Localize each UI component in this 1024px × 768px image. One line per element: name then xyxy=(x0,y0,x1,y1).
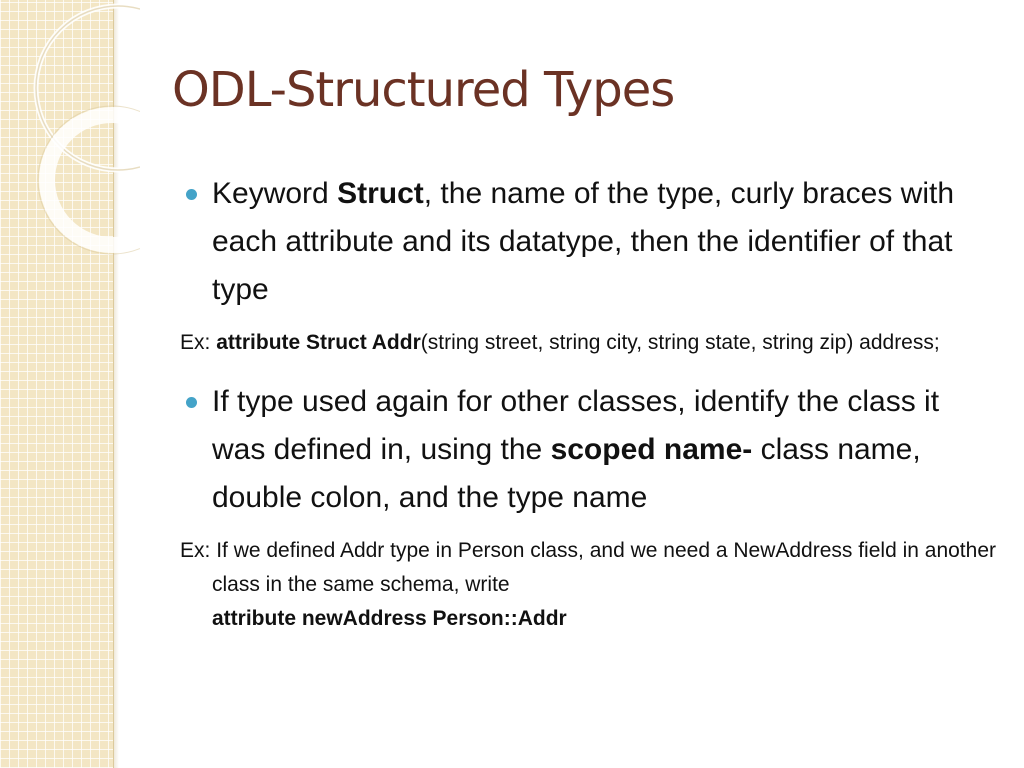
bullet-dot-icon xyxy=(186,397,197,408)
bullet-dot-icon xyxy=(186,189,197,200)
example-struct xyxy=(180,326,1000,360)
bullet-item-scoped-name xyxy=(180,378,1000,522)
bullet-text: , the name of the type, curly braces with each attribute and its datatype, then the identifier of that type xyxy=(212,177,955,306)
bullet-text: class name, double colon, and the type name xyxy=(212,433,921,514)
slide-title: ODL-Structured Types xyxy=(172,62,675,118)
bullet-bold-text: Struct xyxy=(337,177,424,210)
bullet-text: If type used again for other classes, identify the class it was defined in, using the xyxy=(212,385,940,466)
example-text: (string street, string city, string state, string zip) address; xyxy=(420,331,940,354)
bullet-bold-text: scoped name- xyxy=(550,433,753,466)
example-text: If we defined Addr type in Person class, and we need a NewAddress field in another class in the same schema, write xyxy=(212,539,996,596)
slide-content xyxy=(180,170,1000,654)
bullet-text: Keyword xyxy=(212,177,338,210)
example-bold-code: attribute newAddress Person::Addr xyxy=(212,607,567,630)
example-scoped-name xyxy=(180,534,1000,636)
bullet-item-struct xyxy=(180,170,1000,314)
example-prefix: Ex: xyxy=(180,539,217,562)
example-prefix: Ex: xyxy=(180,331,217,354)
side-band-shadow xyxy=(113,0,119,768)
decorative-side-band xyxy=(0,0,114,768)
example-bold-code: attribute Struct Addr xyxy=(216,331,421,354)
